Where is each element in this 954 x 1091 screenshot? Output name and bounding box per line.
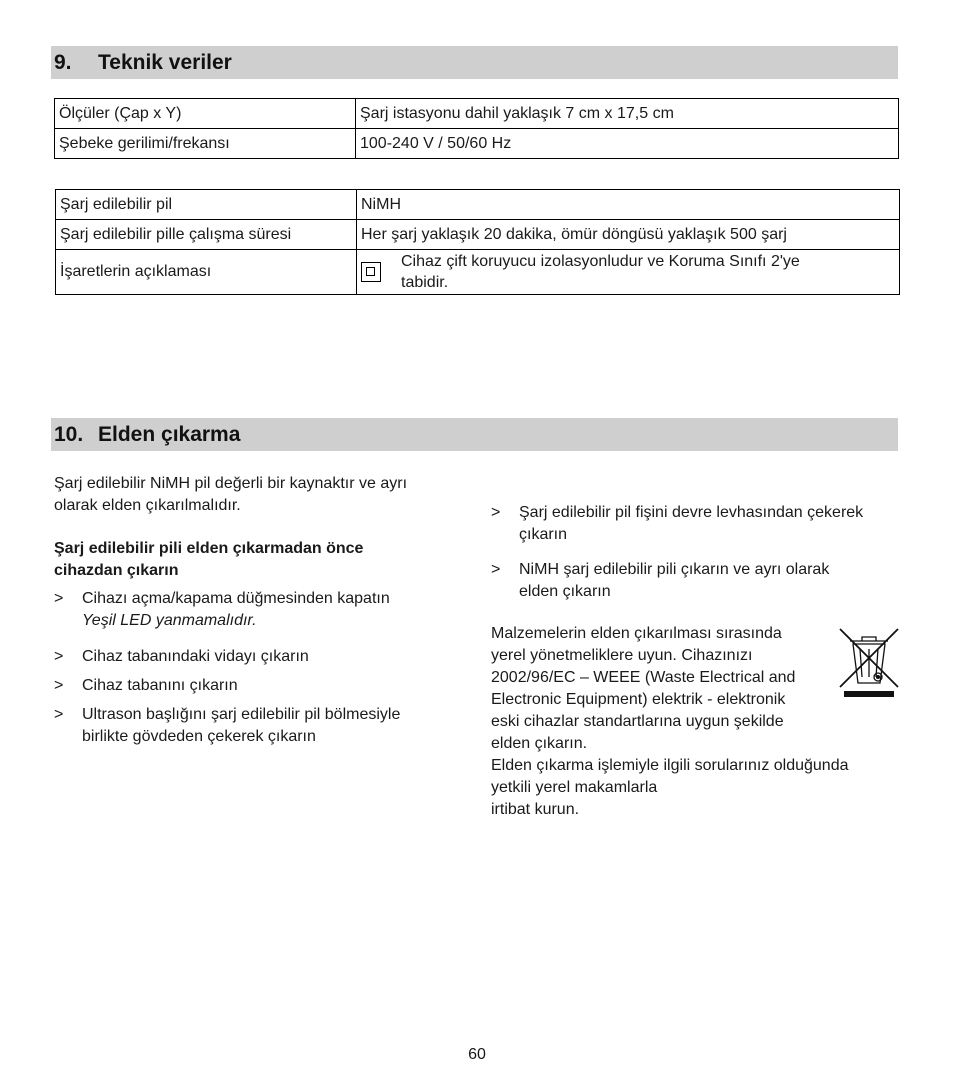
text-line: Şarj edilebilir NiMH pil değerli bir kaynaktır ve ayrı (54, 475, 408, 492)
text-line: cihazdan çıkarın (54, 562, 179, 579)
text-line: eski cihazlar standartlarına uygun şekilde (491, 713, 784, 730)
list-item-text (519, 559, 829, 603)
section-number: 10. (54, 423, 84, 446)
text-line: Malzemelerin elden çıkarılması sırasında (491, 625, 782, 642)
symbol-description-line: tabidir. (401, 274, 449, 291)
table-row (56, 190, 900, 220)
table-row (56, 220, 900, 250)
list-item-text (82, 704, 400, 748)
bullet-marker: > (54, 677, 64, 694)
section-number: 9. (54, 51, 72, 74)
list-item-text (519, 502, 863, 546)
text-line: 2002/96/EC – WEEE (Waste Electrical and (491, 669, 796, 686)
text-line: olarak elden çıkarılmalıdır. (54, 497, 241, 514)
spec-value: NiMH (357, 190, 900, 220)
text-line: Ultrason başlığını şarj edilebilir pil bölmesiyle (82, 706, 401, 723)
spec-label: Şarj edilebilir pille çalışma süresi (56, 220, 357, 250)
spec-table-1 (54, 98, 899, 159)
section-9-header (51, 46, 898, 79)
table-row (56, 250, 900, 295)
spec-value: Her şarj yaklaşık 20 dakika, ömür döngüsü yaklaşık 500 şarj (357, 220, 900, 250)
text-line: birlikte gövdeden çekerek çıkarın (82, 728, 316, 745)
spec-value: 100-240 V / 50/60 Hz (356, 129, 899, 159)
page-number: 60 (468, 1046, 486, 1063)
spec-label: İşaretlerin açıklaması (56, 250, 357, 295)
symbol-description-line: Cihaz çift koruyucu izolasyonludur ve Koruma Sınıfı 2'ye (401, 253, 800, 270)
text-line: Şarj edilebilir pil fişini devre levhasından çekerek (519, 504, 864, 521)
section-10-header (51, 418, 898, 451)
bullet-marker: > (54, 590, 64, 607)
step-note: Yeşil LED yanmamalıdır. (82, 612, 257, 629)
spec-label: Ölçüler (Çap x Y) (55, 99, 356, 129)
disposal-intro (54, 473, 407, 517)
section-title: Teknik veriler (98, 51, 232, 74)
spec-label: Şarj edilebilir pil (56, 190, 357, 220)
table-row (55, 99, 899, 129)
list-item-text: Cihaz tabanını çıkarın (82, 677, 238, 694)
removal-heading (54, 538, 363, 582)
text-line: elden çıkarın (519, 583, 611, 600)
section-title: Elden çıkarma (98, 423, 241, 446)
bullet-marker: > (491, 561, 501, 578)
spec-value (357, 250, 900, 295)
spec-label: Şebeke gerilimi/frekansı (55, 129, 356, 159)
table-row (55, 129, 899, 159)
text-line: Elden çıkarma işlemiyle ilgili sorularınız olduğunda (491, 757, 849, 774)
text-line: NiMH şarj edilebilir pili çıkarın ve ayrı olarak (519, 561, 830, 578)
text-line: Electronic Equipment) elektrik - elektronik (491, 691, 786, 708)
spec-value: Şarj istasyonu dahil yaklaşık 7 cm x 17,5 cm (356, 99, 899, 129)
text-line: irtibat kurun. (491, 801, 580, 818)
symbol-description (401, 250, 895, 294)
text-line: çıkarın (519, 526, 568, 543)
list-item-text (82, 588, 390, 632)
disposal-regulations-text (491, 623, 849, 821)
bullet-marker: > (491, 504, 501, 521)
double-insulation-icon (361, 262, 381, 282)
text-line: yetkili yerel makamlarla (491, 779, 658, 796)
bullet-marker: > (54, 648, 64, 665)
bullet-marker: > (54, 706, 64, 723)
spec-table-2 (55, 189, 900, 295)
text-line: elden çıkarın. (491, 735, 588, 752)
weee-crossed-bin-icon (838, 627, 900, 699)
text-line: Şarj edilebilir pili elden çıkarmadan önce (54, 540, 364, 557)
list-item-text: Cihaz tabanındaki vidayı çıkarın (82, 648, 309, 665)
text-line: Cihazı açma/kapama düğmesinden kapatın (82, 590, 390, 607)
text-line: yerel yönetmeliklere uyun. Cihazınızı (491, 647, 753, 664)
